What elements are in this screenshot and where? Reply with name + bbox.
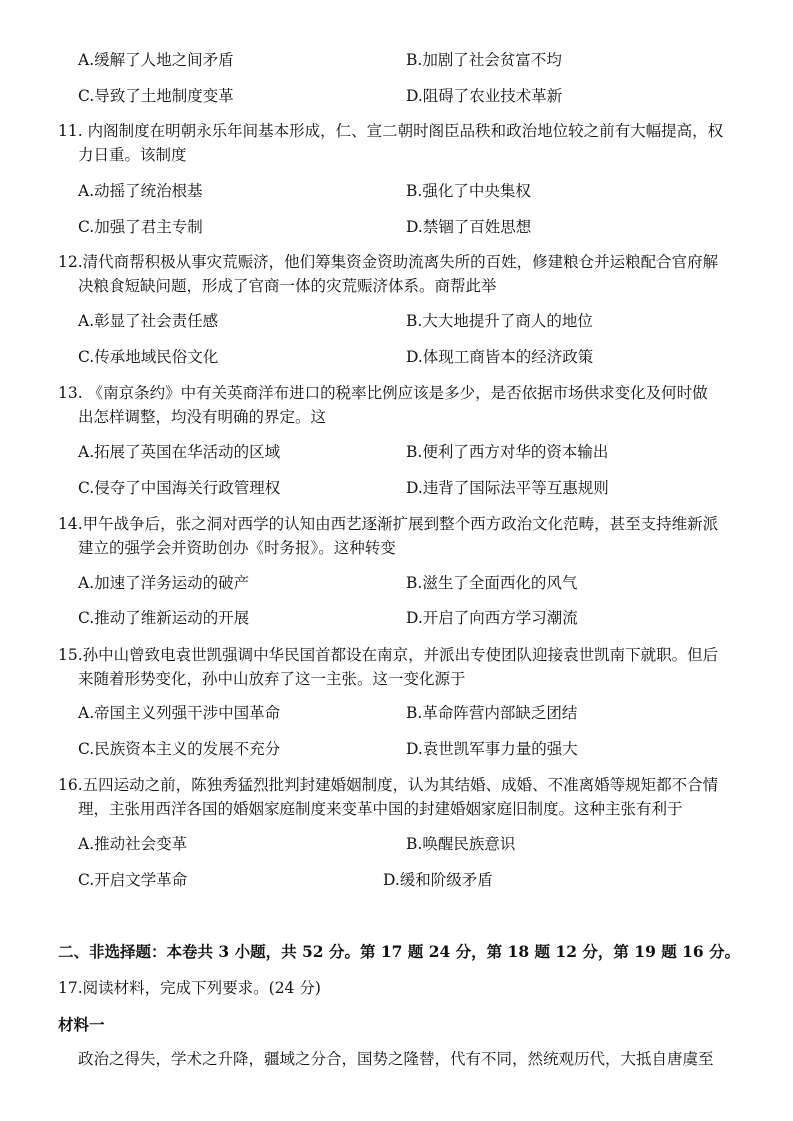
q13-option-b: B.便利了西方对华的资本输出	[406, 443, 609, 461]
q16-option-a: A.推动社会变革	[78, 835, 188, 853]
q15-stem-line-2: 来随着形势变化，孙中山放弃了这一主张。这一变化源于	[78, 670, 466, 688]
q17-material-text: 政治之得失，学术之升降，疆域之分合，国势之隆替，代有不同，然统观历代，大抵自唐虞至	[78, 1050, 714, 1068]
q13-stem-line-2: 出怎样调整，均没有明确的界定。这	[78, 408, 327, 426]
q11-option-a: A.动摇了统治根基	[78, 182, 203, 200]
q15-stem-line-1: 15.孙中山曾致电袁世凯强调中华民国首都设在南京，并派出专使团队迎接袁世凯南下就职。但后	[58, 646, 719, 664]
q11-options-row-1	[78, 179, 758, 203]
q13-option-c: C.侵夺了中国海关行政管理权	[78, 479, 281, 497]
q10-options-row-1	[78, 48, 758, 72]
question-14	[58, 512, 750, 560]
q15-option-b: B.革命阵营内部缺乏团结	[406, 704, 578, 722]
q12-option-c: C.传承地域民俗文化	[78, 348, 219, 366]
q12-stem-line-2: 决粮食短缺问题，形成了官商一体的灾荒赈济体系。商帮此举	[78, 277, 497, 295]
q10-options-row-2	[78, 84, 758, 108]
q10-option-a: A.缓解了人地之间矛盾	[78, 51, 234, 69]
section-2-heading: 二、非选择题：本卷共 3 小题，共 52 分。第 17 题 24 分，第 18 题 12 分，第 19 题 16 分。	[58, 942, 741, 961]
q13-options-row-1	[78, 440, 758, 464]
q14-option-b: B.滋生了全面西化的风气	[406, 574, 578, 592]
q14-stem-line-1: 14.甲午战争后，张之洞对西学的认知由西艺逐渐扩展到整个西方政治文化范畴，甚至支持维新派	[58, 515, 719, 533]
q14-options-row-1	[78, 571, 758, 595]
q16-options-row-2	[78, 868, 758, 892]
q17-stem: 17.阅读材料，完成下列要求。(24 分)	[58, 979, 321, 997]
q14-options-row-2	[78, 606, 758, 630]
q13-option-d: D.违背了国际法平等互惠规则	[406, 479, 609, 497]
q12-stem-line-1: 12.清代商帮积极从事灾荒赈济，他们筹集资金资助流离失所的百姓，修建粮仓并运粮配合官府解	[58, 253, 719, 271]
q12-option-b: B.大大地提升了商人的地位	[406, 312, 593, 330]
q16-stem-line-2: 理，主张用西洋各国的婚姻家庭制度来变革中国的封建婚姻家庭旧制度。这种主张有利于	[78, 800, 683, 818]
q13-option-a: A.拓展了英国在华活动的区域	[78, 443, 281, 461]
q16-options-row-1	[78, 832, 758, 856]
q15-option-d: D.袁世凯军事力量的强大	[406, 740, 578, 758]
q17-material-label: 材料一	[58, 1015, 105, 1034]
question-11	[58, 119, 750, 167]
q11-stem-line-2: 力日重。该制度	[78, 146, 187, 164]
q12-option-d: D.体现工商皆本的经济政策	[406, 348, 594, 366]
q10-option-c: C.导致了土地制度变革	[78, 87, 234, 105]
question-12	[58, 250, 750, 298]
q12-option-a: A.彰显了社会责任感	[78, 312, 219, 330]
q15-option-c: C.民族资本主义的发展不充分	[78, 740, 281, 758]
q14-option-d: D.开启了向西方学习潮流	[406, 609, 578, 627]
q15-options-row-1	[78, 701, 758, 725]
q14-option-a: A.加速了洋务运动的破产	[78, 574, 250, 592]
q12-options-row-2	[78, 345, 758, 369]
q14-stem-line-2: 建立的强学会并资助创办《时务报》。这种转变	[78, 539, 396, 557]
q16-option-d: D.缓和阶级矛盾	[383, 871, 493, 889]
q11-stem-line-1: 11. 内阁制度在明朝永乐年间基本形成，仁、宣二朝时阁臣品秩和政治地位较之前有大幅提高，权	[58, 122, 724, 140]
q11-option-b: B.强化了中央集权	[406, 182, 531, 200]
q13-stem-line-1: 13. 《南京条约》中有关英商洋布进口的税率比例应该是多少，是否依据市场供求变化及何时做	[58, 384, 708, 402]
question-16	[58, 773, 750, 821]
q14-option-c: C.推动了维新运动的开展	[78, 609, 250, 627]
q12-options-row-1	[78, 309, 758, 333]
q11-option-c: C.加强了君主专制	[78, 218, 203, 236]
question-13	[58, 381, 750, 429]
q10-option-d: D.阻碍了农业技术革新	[406, 87, 563, 105]
q16-stem-line-1: 16.五四运动之前，陈独秀猛烈批判封建婚姻制度，认为其结婚、成婚、不准离婚等规矩都不合情	[58, 776, 719, 794]
q15-option-a: A.帝国主义列强干涉中国革命	[78, 704, 281, 722]
q11-options-row-2	[78, 215, 758, 239]
q16-option-c: C.开启文学革命	[78, 871, 188, 889]
q16-option-b: B.唤醒民族意识	[406, 835, 516, 853]
q10-option-b: B.加剧了社会贫富不均	[406, 51, 562, 69]
q11-option-d: D.禁锢了百姓思想	[406, 218, 532, 236]
q15-options-row-2	[78, 737, 758, 761]
question-15	[58, 643, 750, 691]
q13-options-row-2	[78, 476, 758, 500]
